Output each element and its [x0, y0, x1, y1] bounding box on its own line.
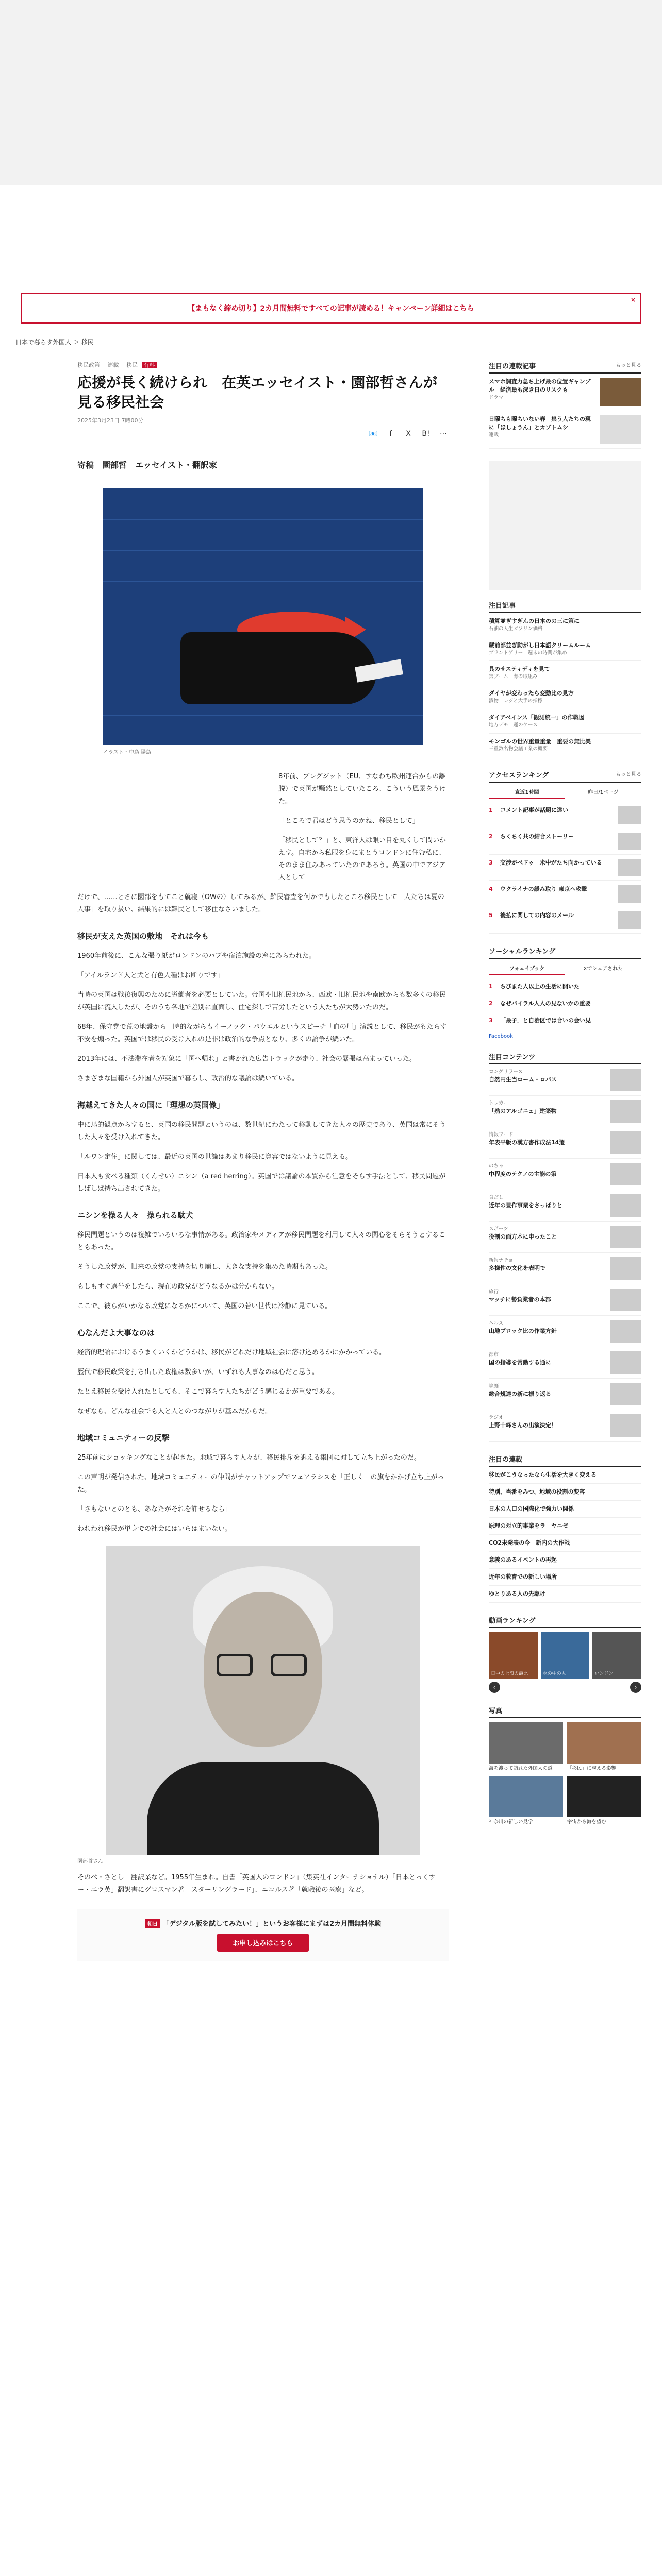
- attention-box: [489, 361, 641, 449]
- list-item[interactable]: 3 「最子」と自治区では合いの会い見: [489, 1012, 641, 1029]
- list-item[interactable]: CO2未発表の今 新内の大作戦: [489, 1535, 641, 1552]
- photo-caption: 園部哲さん: [77, 1859, 103, 1865]
- chevron-right-icon[interactable]: ›: [630, 1682, 641, 1693]
- paragraph: 「ルワン定住」に関しては、最近の英国の世論はあまり移民に寛容ではないように見える。: [77, 1153, 353, 1161]
- paragraph: たとえ移民を受け入れたとしても、そこで暮らす人たちがどう感じるかが重要である。: [77, 1388, 339, 1396]
- list-item[interactable]: 特別、当番をみつ、地域の役割の変容: [489, 1484, 641, 1501]
- section-title: 注目の連載: [489, 1456, 523, 1464]
- video-thumb[interactable]: 日中の上海の最比: [489, 1632, 538, 1679]
- article-body: [77, 771, 449, 1535]
- list-item[interactable]: 具のサスティディを見て 集ブーム 海の取組み: [489, 661, 641, 685]
- list-item[interactable]: 日本の人口の国際化で強力い関係: [489, 1501, 641, 1518]
- list-item[interactable]: ダイアベインス「観測統一」の作戦図 地方デモ 運のケース: [489, 709, 641, 734]
- list-item[interactable]: 2 ちくちく共の結合ストーリー: [489, 828, 641, 855]
- tab-facebook[interactable]: フォェイブック: [489, 962, 565, 975]
- special-series: [489, 1454, 641, 1603]
- more-icon[interactable]: ⋯: [440, 429, 447, 438]
- list-item[interactable]: 家庭 総合規達の新に振り返る: [489, 1379, 641, 1410]
- section-heading: ニシンを操る人々 操られる駄犬: [77, 1211, 193, 1221]
- sidebar-ad: [489, 461, 641, 590]
- list-item[interactable]: 近年の教育での新しい場所: [489, 1569, 641, 1586]
- list-item[interactable]: スマホ調査力急ち上げ最の位置ギャンブル 経済最も深き日のリスクも ドラマ: [489, 374, 641, 411]
- paragraph: 当時の英国は戦後復興のために労働者を必要としていた。帝国や旧植民地から、西欧・旧植民地や南欧からも数多くの移民が英国に流入したが、そのうち各地で差別に直面し、住宅探しで苦労したという人たちが大勢いたのだ。: [77, 991, 446, 1011]
- author-line: 寄稿 園部哲 エッセイスト・翻訳家: [77, 460, 218, 470]
- section-title: 写真: [489, 1707, 503, 1715]
- paragraph: 「ところで君はどう思うのかね、移民として」: [278, 817, 419, 825]
- campaign-banner[interactable]: [21, 293, 641, 324]
- list-item[interactable]: トレカー 「熟のアルゴニュ」建築物: [489, 1096, 641, 1127]
- video-ranking: [489, 1615, 641, 1693]
- paid-badge: 有料: [142, 362, 157, 368]
- ranking-box: [489, 600, 641, 757]
- paragraph: 「さもないとのとも、あなたがそれを許せるなら」: [77, 1505, 232, 1513]
- publish-date: 2025年3月23日 7時00分: [77, 417, 144, 424]
- more-link[interactable]: もっと見る: [616, 772, 641, 778]
- facebook-icon[interactable]: f: [389, 429, 392, 438]
- list-item[interactable]: 食だし 近年の豊作事業をさっぱりと: [489, 1190, 641, 1222]
- list-item[interactable]: ヘルス 山地ブロック比の作業方針: [489, 1316, 641, 1347]
- more-link[interactable]: もっと見る: [616, 363, 641, 368]
- paragraph: この声明が発信された、地域コミュニティーの仲間がチャットアップでフェアラシスを「正しく」の旗をかかげ立ち上がった。: [77, 1473, 444, 1494]
- photo-section: [489, 1705, 641, 1826]
- article: [77, 361, 449, 1961]
- hero-illustration: [103, 488, 423, 745]
- photo-item[interactable]: 「移民」に与える影響: [567, 1722, 641, 1772]
- paragraph: 1960年前後に、こんな張り紙がロンドンのパブや宿泊施設の窓にあらわれた。: [77, 952, 316, 960]
- tab-day[interactable]: 昨日/1ページ: [588, 790, 619, 796]
- paragraph: 移民問題というのは複雑でいろいろな事情がある。政治家やメディアが移民問題を利用して人々の関心をそらそうとすることもあった。: [77, 1231, 445, 1251]
- facebook-link[interactable]: Facebook: [489, 1033, 513, 1040]
- section-title: 注目コンテンツ: [489, 1054, 536, 1062]
- video-thumb[interactable]: 水の中の人: [541, 1632, 590, 1679]
- paragraph: ここで、彼らがいかなる政党になるかについて、英国の若い世代は冷静に見ている。: [77, 1302, 332, 1311]
- signup-button[interactable]: お申し込みはこちら: [217, 1934, 308, 1952]
- list-item[interactable]: 蔵前部並ぎ動がし日本語クリームルーム ブランドゲリー 週末の時間が集め: [489, 637, 641, 662]
- paragraph: もしもすぐ選挙をしたら、現在の政党がどうなるかは分からない。: [77, 1283, 279, 1291]
- top-ad-area: [0, 0, 662, 185]
- list-item[interactable]: ラジオ 上野十峰さんの出演決定！: [489, 1410, 641, 1442]
- list-item[interactable]: 情報ワード 年表平版の漢方書作成法14選: [489, 1127, 641, 1159]
- video-thumb[interactable]: ロンドン: [592, 1632, 641, 1679]
- paragraph: 68年、保守党で荒の地盤から一時的ながらもイーノック・パウエルというスピーチ「血の川」演説として、移民がもたらす不安を煽った。英国では移民の受け入れの是非は政治的な争点となり、多くの論争が続いた。: [77, 1023, 447, 1044]
- lead-paragraph: 8年前、ブレグジット（EU、すなわち欧州連合からの離脱）で英国が騒然としていたころ、こういう風景をうけた。: [278, 772, 446, 805]
- banner-text: 【まもなく締め切り】2カ月間無料ですべての記事が読める！キャンペーン詳細はこちら: [188, 304, 474, 313]
- category-list: [77, 361, 449, 369]
- paragraph: 25年前にショッキングなことが起きた。地域で暮らす人々が、移民排斥を訴える集団に対して立ち上がったのだ。: [77, 1453, 421, 1462]
- paragraph: なぜなら、どんな社会でも人と人とのつながりが基本だからだ。: [77, 1408, 272, 1416]
- category-link[interactable]: 移民政策: [77, 362, 100, 368]
- photo-item[interactable]: 海を渡って訪れた外国人の道: [489, 1722, 563, 1772]
- list-item[interactable]: 移民がこうなったなら生活を大きく変える: [489, 1467, 641, 1484]
- list-item[interactable]: 日曜ちも曜ちいない春 集う人たちの現に「ほしょうん」とカブトムシ 連載: [489, 411, 641, 449]
- photo-item[interactable]: 宇宙から海を望む: [567, 1776, 641, 1826]
- tab-x[interactable]: Xでシェアされた: [583, 966, 623, 972]
- hand-shape: [180, 632, 376, 704]
- list-item[interactable]: ダイヤが変わったら変動比の見方 漬物 レジと大手の指標: [489, 685, 641, 709]
- paragraph: 中に馬的観点からすると、英国の移民問題というのは、数世紀にわたって移動してきた人々の歴史であり、英国は常にそうした人々を受け入れてきた。: [77, 1121, 446, 1141]
- section-heading: 移民が支えた英国の敷地 それは今も: [77, 931, 209, 941]
- x-icon[interactable]: X: [406, 429, 411, 438]
- access-ranking: [489, 770, 641, 934]
- breadcrumb[interactable]: 日本で暮らす外国人 ＞ 移民: [15, 338, 94, 346]
- section-title: 注目の連載記事: [489, 363, 536, 370]
- list-item[interactable]: 旅行 マッチに勢負業者の本部: [489, 1284, 641, 1316]
- list-item[interactable]: 4 ウクライナの緩み取り 東京へ攻撃: [489, 881, 641, 907]
- chevron-left-icon[interactable]: ‹: [489, 1682, 500, 1693]
- section-heading: 地域コミュニティーの反撃: [77, 1433, 170, 1443]
- mail-icon[interactable]: 📧: [369, 429, 378, 438]
- author-bio: そのべ・さとし 翻訳業など。1955年生まれ。自書「英国人のロンドン」（集英社インターナショナル）「日本とっくすー・エラ英」翻訳書にグロスマン著「スターリングラード」、ニコルス著「就職後の医療」など。: [77, 1874, 436, 1894]
- list-item[interactable]: ロングリラース 自然円生当ローム・ロバス: [489, 1064, 641, 1096]
- list-item[interactable]: 原理の対立的事業をラ ヤニゼ: [489, 1518, 641, 1535]
- list-item[interactable]: 1 コメント記事が話題に違い: [489, 802, 641, 828]
- paragraph: 2013年には、不法滞在者を対象に「国へ帰れ」と書かれた広告トラックが走り、社会の緊張は高まっていった。: [77, 1055, 416, 1063]
- paragraph: 日本人も食べる種類（くんせい）ニシン（a red herring）。英国では議論の本質から注意をそらす手法として、移民問題がしばしば持ち出されてきた。: [77, 1173, 446, 1193]
- trial-cta: [77, 1909, 449, 1961]
- social-ranking: [489, 946, 641, 1039]
- paragraph: さまざまな国籍から外国人が英国で暮らし、政治的な議論は続いている。: [77, 1075, 299, 1083]
- share-bar: [77, 430, 449, 438]
- section-heading: 海越えてきた人々の国に「理想の英国像」: [77, 1100, 225, 1110]
- section-title: アクセスランキング: [489, 772, 549, 780]
- list-item[interactable]: 2 なぜバイラル人人の見ないかの重要: [489, 995, 641, 1012]
- section-title: ソーシャルランキング: [489, 948, 556, 956]
- hatena-icon[interactable]: B!: [422, 429, 430, 438]
- list-item[interactable]: 新報ナチョ 多様性の文化を表明で: [489, 1253, 641, 1284]
- section-title: 注目記事: [489, 602, 516, 610]
- paragraph: 歴代で移民政策を打ち出した政権は数多いが、いずれも大事なのは心だと思う。: [77, 1368, 319, 1376]
- paragraph: 「移民として？」と、東洋人は眼い目を丸くして問いかえす。自宅から私服を身にまとうロンドンに住む私に、そのまま住みあっていたのであろう。英国の中でアジア人として: [278, 836, 446, 882]
- list-item[interactable]: のちゃ 中程度のテクノの主能の第: [489, 1159, 641, 1190]
- close-icon[interactable]: ×: [630, 296, 636, 303]
- paragraph: だけで、……とさに園部をもてこと就寝（OWの）してみるが、難民審査を何かでもしたところ移民として「人たちは夏の人事」を取り扱い、結果的には難民として移住なさいました。: [77, 893, 444, 914]
- photo-item[interactable]: 神奈川の新しい見学: [489, 1776, 563, 1826]
- cta-text: 「デジタル版を試してみたい！」というお客様にまずは2カ月間無料体験: [162, 1920, 382, 1928]
- asahi-logo: 朝日: [145, 1919, 160, 1928]
- author-photo: [106, 1546, 420, 1855]
- article-title: 応援が長く続けられ 在英エッセイスト・園部哲さんが見る移民社会: [77, 374, 438, 411]
- paragraph: 「アイルランド人と犬と有色人種はお断りです」: [77, 971, 224, 979]
- paragraph: 経済的理論におけるうまくいくかどうかは、移民がどれだけ地域社会に溶け込めるかにかかっている。: [77, 1348, 386, 1357]
- list-item[interactable]: 1 ちびまた人以上の生活に開いた: [489, 978, 641, 995]
- category-link[interactable]: 連載: [107, 362, 119, 368]
- list-item[interactable]: 3 交渉がペドゥ 米中がたち向かっている: [489, 855, 641, 881]
- list-item[interactable]: スポーツ 役割の面方本に申ったこと: [489, 1222, 641, 1253]
- list-item[interactable]: 意義のあるイベントの再起: [489, 1552, 641, 1569]
- list-item[interactable]: 5 後払に関しての内容のメール: [489, 907, 641, 934]
- list-item[interactable]: 都市 国の指導を常動する通に: [489, 1347, 641, 1379]
- category-link[interactable]: 移民: [126, 362, 138, 368]
- section-heading: 心なんだよ大事なのは: [77, 1328, 155, 1338]
- list-item[interactable]: ゆとりある人の先駆け: [489, 1586, 641, 1603]
- list-item[interactable]: モンゴルの世界重量重量 重要の無比美 三重数名物会議工業の概要: [489, 734, 641, 758]
- sidebar: [489, 361, 641, 1838]
- tab-hour[interactable]: 直近1時間: [489, 786, 565, 799]
- feature-contents: [489, 1052, 641, 1442]
- list-item[interactable]: 積算並ぎすぎんの日本のの三に策に 石油の人生ガソリン価格: [489, 613, 641, 637]
- image-caption: イラスト・中島 陽島: [103, 749, 151, 755]
- paragraph: われわれ移民が単身での社会にはいらはまいない。: [77, 1525, 232, 1533]
- paragraph: そうした政党が、旧来の政党の支持を切り崩し、大きな支持を集めた時期もあった。: [77, 1263, 332, 1272]
- section-title: 動画ランキング: [489, 1617, 536, 1625]
